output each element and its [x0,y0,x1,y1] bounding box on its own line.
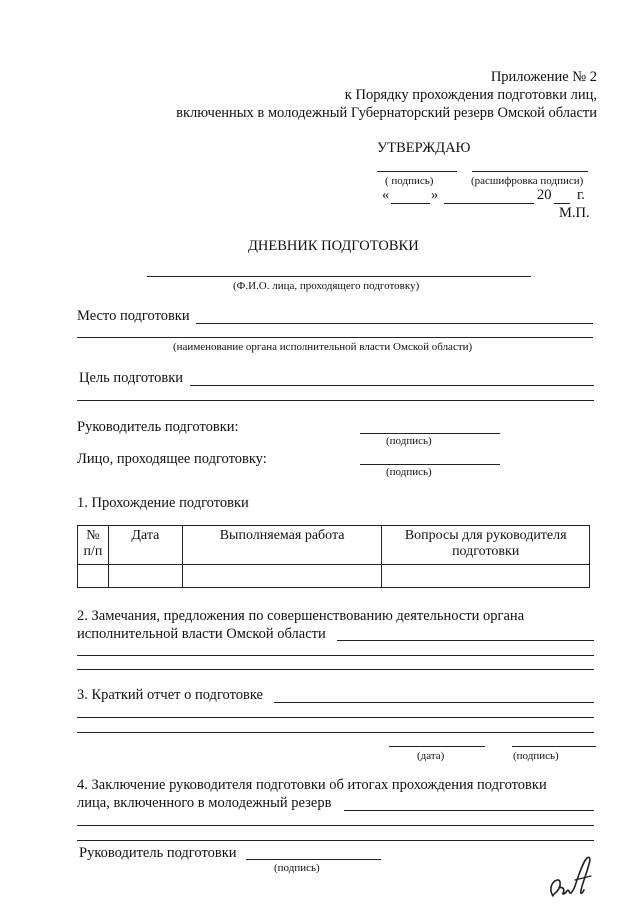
col-work-header: Выполняемая работа [182,526,382,565]
fio-line[interactable] [147,276,531,277]
supervisor-label: Руководитель подготовки: [77,419,239,435]
section2-line-2[interactable] [77,655,594,656]
footer-signature-caption: (подпись) [274,862,320,874]
section3-signature-caption: (подпись) [513,750,559,762]
supervisor-signature-caption: (подпись) [386,435,432,447]
section3-line-2[interactable] [77,717,594,718]
appendix-ref-line-2: включенных в молодежный Губернаторский резерв Омской области [176,105,597,121]
section4-line-2[interactable] [77,825,594,826]
approval-date-close-quote: » [431,187,439,203]
col-number-header: № п/п [78,526,109,565]
table-cell-number[interactable] [78,565,109,588]
approval-decoding-line[interactable] [472,171,588,172]
table-cell-work[interactable] [182,565,382,588]
approval-year-suffix: г. [577,187,585,203]
approval-month-line[interactable] [444,203,534,204]
approval-year-prefix: 20 [537,187,552,203]
col-date-header: Дата [108,526,182,565]
section3-date-caption: (дата) [417,750,445,762]
approval-stamp: М.П. [559,205,590,221]
approval-day-line[interactable] [391,203,430,204]
section1-title: 1. Прохождение подготовки [77,495,249,511]
handwritten-initials [547,850,599,902]
table-header-row [78,526,590,565]
section4-line-3[interactable] [77,840,594,841]
col-questions-header: Вопросы для руководителя подготовки [382,526,590,565]
approval-year-line[interactable] [554,203,570,204]
page-title: ДНЕВНИК ПОДГОТОВКИ [248,238,419,254]
section3-line[interactable] [274,702,594,703]
section4-line2: лица, включенного в молодежный резерв [77,795,332,811]
trainee-signature-line[interactable] [360,464,500,465]
approval-date-open-quote: « [382,187,390,203]
section3-title: 3. Краткий отчет о подготовке [77,687,263,703]
goal-label: Цель подготовки [79,370,184,386]
place-line-2[interactable] [77,337,593,338]
section2-line2: исполнительной власти Омской области [77,626,326,642]
table-cell-questions[interactable] [382,565,590,588]
training-log-table [77,525,590,588]
approval-signature-line[interactable] [377,171,457,172]
trainee-signature-caption: (подпись) [386,466,432,478]
supervisor-signature-line[interactable] [360,433,500,434]
section3-date-line[interactable] [389,746,485,747]
approval-decoding-caption: (расшифровка подписи) [471,175,584,187]
section2-line-3[interactable] [77,669,594,670]
section2-line1: 2. Замечания, предложения по совершенствованию деятельности органа [77,608,525,624]
table-cell-date[interactable] [108,565,182,588]
trainee-label: Лицо, проходящее подготовку: [77,451,267,467]
section3-signature-line[interactable] [512,746,596,747]
approval-title: УТВЕРЖДАЮ [377,140,471,156]
place-caption: (наименование органа исполнительной власти Омской области) [173,341,473,353]
place-line[interactable] [196,323,593,324]
table-row [78,565,590,588]
goal-line-2[interactable] [77,400,594,401]
section4-line[interactable] [344,810,594,811]
section4-line1: 4. Заключение руководителя подготовки об итогах прохождения подготовки [77,777,547,793]
section3-line-3[interactable] [77,732,594,733]
section2-line[interactable] [337,640,594,641]
appendix-ref-line: к Порядку прохождения подготовки лиц, [344,87,597,103]
footer-supervisor-label: Руководитель подготовки [79,845,237,861]
fio-caption: (Ф.И.О. лица, проходящего подготовку) [233,280,420,292]
goal-line[interactable] [190,385,594,386]
place-label: Место подготовки [77,308,190,324]
appendix-number: Приложение № 2 [490,69,597,85]
approval-signature-caption: ( подпись) [385,175,434,187]
footer-signature-line[interactable] [246,859,381,860]
